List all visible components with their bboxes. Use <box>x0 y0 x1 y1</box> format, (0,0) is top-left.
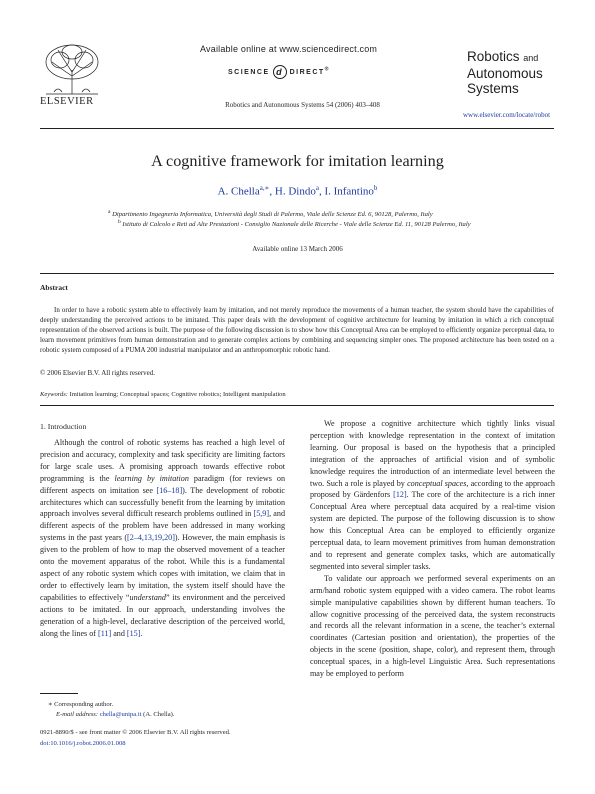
journal-name <box>467 49 543 96</box>
affiliation-mark: b <box>118 219 121 225</box>
author-affiliation-mark: a <box>315 184 319 192</box>
text: ). However, the main emphasis is given to the problem of how to map the observed movement of a teacher onto the movement apparatus of the robot. While this is a fundamental aspect of any robotic system which copes with imitation, we claim that in order to effectively learn by imitation, the system itself should have the capabilities to effectively “ <box>40 533 285 602</box>
elsevier-tree-logo <box>40 42 104 98</box>
sciencedirect-mark: d <box>273 65 287 79</box>
keywords-list: Imitation learning; Conceptual spaces; Cognitive robotics; Intelligent manipulation <box>69 391 286 398</box>
text: . <box>140 628 143 638</box>
affiliation-text: Istituto di Calcolo e Reti ad Alte Prestazioni - Consiglio Nazionale delle Ricerche - Viale delle Scienze Ed. 11, 90128 Palermo, Italy <box>122 221 471 229</box>
abstract-text: In order to have a robotic system able to effectively learn by imitation, and not merely reproduce the movements of a human teacher, the system should have the capabilities of deeply understanding the perceived actions to be imitated. This paper deals with the development of cognitive architecture for learning by imitation in which a rich conceptual representation of the observed actions is built. The purpose of the following discussion is to show how this Conceptual Area can be employed to efficiently organize perceptual data, to learn movement primitives from human demonstration and to generate complex actions by combining and sequencing simpler ones. The proposed architecture has been tested on a robotic system composed of a PUMA 200 industrial manipulator and an anthropomorphic robotic hand. <box>40 306 554 354</box>
available-online-date: Available online 13 March 2006 <box>252 245 343 253</box>
email-link[interactable]: chella@unipa.it <box>99 711 142 718</box>
paragraph <box>310 418 555 573</box>
author-affiliation-mark: a,∗ <box>259 184 270 192</box>
author-name[interactable]: I. Infantino <box>324 185 374 198</box>
citation-link[interactable]: [5,9] <box>253 509 270 519</box>
text: . The core of the architecture is a rich inner Conceptual Area where perceptual data acquired by a real-time vision system are depicted. The purpose of the following discussion is to show how this Conceptual Area can be employed to efficiently organize perceptual data, to learn movement primitives from human demonstration and to represent and generate complex tasks, which are automatically segmented into several simpler tasks. <box>310 490 555 571</box>
abstract-bottom-divider <box>40 405 554 406</box>
affiliation-mark: a <box>108 209 111 215</box>
email-note <box>56 711 174 718</box>
corresponding-author-note <box>48 700 113 708</box>
author-affiliation-mark: b <box>373 184 378 192</box>
text: ” its environment and the perceived actions to be imitated. In our approach, understanding involves the generation of a high-level, declarative description of the perceived world, along the lines of <box>40 592 285 638</box>
abstract-top-divider <box>40 273 554 274</box>
keywords <box>40 391 286 398</box>
text: , according to the approach proposed by Gärdenfors <box>310 478 555 500</box>
emphasis: learning by imitation <box>114 473 189 483</box>
sciencedirect-right: DIRECT <box>289 68 325 76</box>
emphasis: conceptual spaces <box>407 478 467 488</box>
journal-name-line1: Robotics <box>467 49 520 64</box>
author-name[interactable]: A. Chella <box>217 185 260 198</box>
journal-reference: Robotics and Autonomous Systems 54 (2006) 403–408 <box>225 101 380 109</box>
text: paradigm (for reviews on different aspects on imitation see <box>40 473 286 495</box>
citation-link[interactable]: [11] <box>98 628 112 638</box>
affiliation-text: Dipartimento Ingegneria Informatica, Università degli Studi di Palermo, Viale delle Scienze Ed. 6, 90128, Palermo, Italy <box>112 211 433 219</box>
copyright-notice: © 2006 Elsevier B.V. All rights reserved. <box>40 369 156 377</box>
emphasis: understand <box>129 592 166 602</box>
text: , and different aspects of the problem have been addressed in many working systems in the past years ( <box>40 509 285 543</box>
right-column <box>310 418 555 680</box>
citation-link[interactable]: [15] <box>126 628 141 638</box>
author-list: A. Chella$^{a,∗}$, H. Dindo$^a$, I. Infantino$^b$ <box>217 184 378 198</box>
paragraph <box>40 437 285 639</box>
sciencedirect-tm: ® <box>324 66 330 73</box>
journal-name-and: and <box>523 53 539 63</box>
article-title: A cognitive framework for imitation learning <box>151 152 444 170</box>
text: Although the control of robotic systems has reached a high level of precision and accuracy, complexity and task specificity are limiting factors for large scale uses. A promising approach towards effective robot programming is the <box>40 438 285 483</box>
citation-link[interactable]: [2–4,13,19,20] <box>127 533 175 543</box>
email-suffix: (A. Chella). <box>143 711 175 718</box>
paragraph: To validate our approach we performed several experiments on an arm/hand robotic system equipped with a video camera. The robot learns simple manipulative capabilities shown by different human teachers. To allow cognitive processing of the perceived data, the system reconstructs and records all the relevant information in a scene, the teacher’s external coordinates (Cartesian position and orientation), the properties of the objects in the scene (position, shape, color), and represent them, through conceptual spaces, in a high-level Linguistic Area. Such representations may be employed to perform <box>310 573 555 679</box>
footnote-text: Corresponding author. <box>54 701 114 708</box>
sciencedirect-left: SCIENCE <box>228 68 270 76</box>
keywords-label: Keywords: <box>40 391 68 398</box>
author-name[interactable]: H. Dindo <box>274 185 316 198</box>
email-label: E-mail address: <box>56 711 99 718</box>
doi-link[interactable]: doi:10.1016/j.robot.2006.01.008 <box>40 740 126 747</box>
journal-url-link[interactable]: www.elsevier.com/locate/robot <box>463 111 551 119</box>
sciencedirect-logo <box>228 65 330 79</box>
footnote-divider <box>40 693 78 694</box>
affiliation <box>118 219 471 228</box>
text: and <box>111 628 127 638</box>
journal-name-line3: Systems <box>467 81 519 96</box>
publisher-logo-text: ELSEVIER <box>40 96 94 107</box>
left-column <box>40 437 285 639</box>
footnote-mark: ∗ <box>48 701 53 708</box>
available-online-link[interactable]: Available online at www.sciencedirect.com <box>200 44 378 54</box>
journal-name-line2: Autonomous <box>467 66 543 81</box>
affiliation <box>108 209 433 218</box>
text: ). The development of robotic architectures which can successfully benefit from the learning by imitation approach involves several difficult research problems outlined in <box>40 485 285 519</box>
issn-line: 0921-8890/$ - see front matter © 2006 Elsevier B.V. All rights reserved. <box>40 729 231 736</box>
citation-link[interactable]: [12] <box>393 490 407 500</box>
text: We propose a cognitive architecture which tightly links visual perception with knowledge representation in the context of imitation learning. Our proposal is based on the hypothesis that a principled integration of the approaches of artificial vision and of symbolic knowledge requires the introduction of an intermediate level between the two. Such a role is played by <box>310 419 555 488</box>
citation-link[interactable]: [16–18] <box>156 485 183 495</box>
header-divider <box>40 128 554 129</box>
abstract-heading: Abstract <box>40 283 68 292</box>
section-heading: 1. Introduction <box>40 422 87 431</box>
